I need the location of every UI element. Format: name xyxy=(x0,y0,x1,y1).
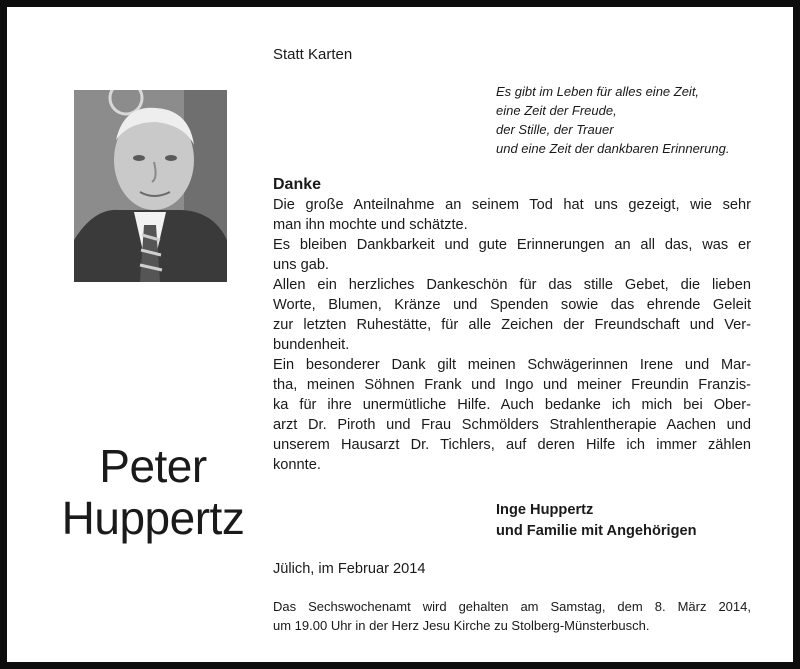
quote-block xyxy=(496,82,729,158)
message-line: konnte. xyxy=(273,457,321,473)
message-body xyxy=(273,195,751,475)
message-line: Ein besonderer Dank gilt meinen Schwägerinnen Irene und Mar- xyxy=(273,357,751,373)
message-line: Worte, Blumen, Kränze und Spenden sowie das ehrende Geleit xyxy=(273,297,751,313)
message-line: Allen ein herzliches Dankeschön für das stille Gebet, die lieben xyxy=(273,277,751,293)
message-line: bundenheit. xyxy=(273,337,350,353)
footer-line: um 19.00 Uhr in der Herz Jesu Kirche zu Stolberg-Münsterbusch. xyxy=(273,618,650,633)
message-line: Es bleiben Dankbarkeit und gute Erinnerungen an all das, was er xyxy=(273,237,751,253)
portrait-photo xyxy=(74,90,227,282)
statt-karten-label: Statt Karten xyxy=(273,46,353,63)
signature-family: und Familie mit Angehörigen xyxy=(496,523,697,539)
message-line: arzt Dr. Piroth und Frau Schmölders Strahlentherapie Aachen und xyxy=(273,417,751,433)
message-line: tha, meinen Söhnen Frank und Ingo und meiner Freundin Franzis- xyxy=(273,377,751,393)
message-line: uns gab. xyxy=(273,257,329,273)
footer-line: Das Sechswochenamt wird gehalten am Samstag, dem 8. März 2014, xyxy=(273,599,751,614)
message-line: man ihn mochte und schätzte. xyxy=(273,217,468,233)
footer-notice xyxy=(273,597,751,635)
message-line: ka für ihre unermütliche Hilfe. Auch bedanke ich mich bei Ober- xyxy=(273,397,751,413)
signature-name: Inge Huppertz xyxy=(496,502,594,518)
quote-line: der Stille, der Trauer xyxy=(496,122,614,137)
message-heading: Danke xyxy=(273,176,322,193)
deceased-name xyxy=(48,440,258,544)
signature-block xyxy=(496,500,697,542)
quote-line: und eine Zeit der dankbaren Erinnerung. xyxy=(496,141,730,156)
message-line: zur letzten Ruhestätte, für alle Zeichen der Freundschaft und Ver- xyxy=(273,317,751,333)
quote-line: eine Zeit der Freude, xyxy=(496,103,617,118)
first-name: Peter xyxy=(99,440,207,492)
message-line: Die große Anteilnahme an seinem Tod hat uns gezeigt, wie sehr xyxy=(273,197,751,213)
last-name: Huppertz xyxy=(61,492,245,544)
place-date: Jülich, im Februar 2014 xyxy=(273,561,426,577)
message-line: unserem Hausarzt Dr. Tichlers, auf deren Hilfe ich immer zählen xyxy=(273,437,751,453)
quote-line: Es gibt im Leben für alles eine Zeit, xyxy=(496,84,700,99)
